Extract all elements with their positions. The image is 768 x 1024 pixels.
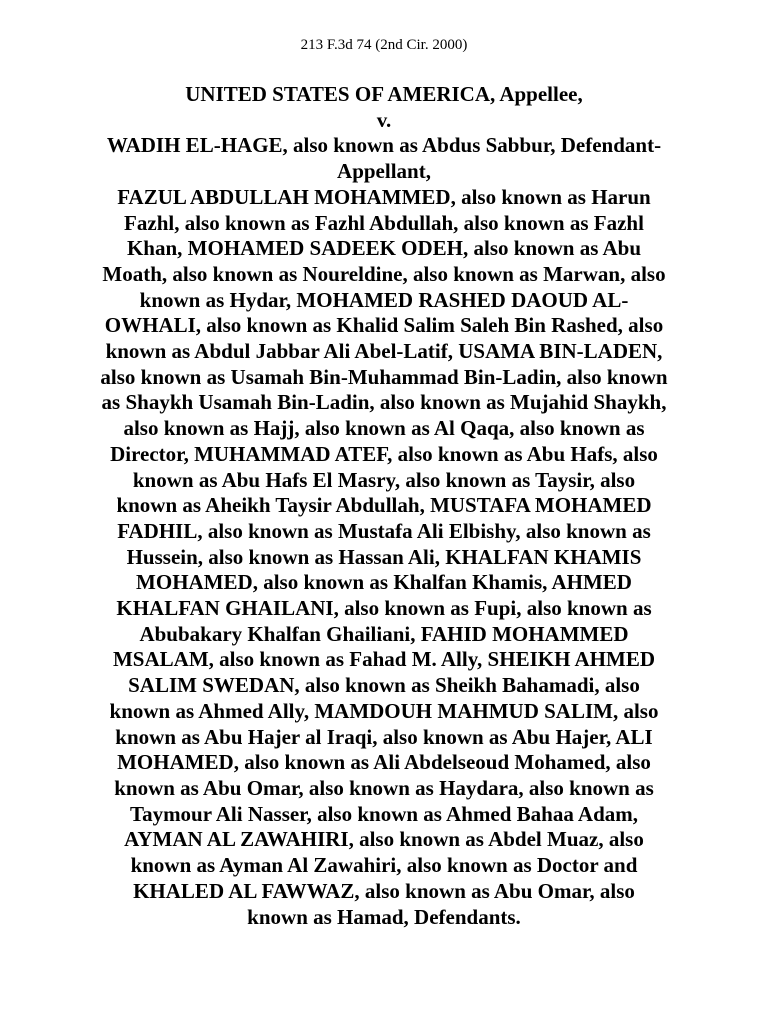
caption-line: MOHAMED, also known as Ali Abdelseoud Mohamed, also <box>117 750 651 775</box>
caption-line: Appellant, <box>337 159 431 184</box>
caption-line: Fazhl, also known as Fazhl Abdullah, also known as Fazhl <box>124 210 644 235</box>
caption-line: Hussein, also known as Hassan Ali, KHALFAN KHAMIS <box>126 544 642 569</box>
caption-line: known as Ayman Al Zawahiri, also known as Doctor and <box>130 853 638 878</box>
caption-line: as Shaykh Usamah Bin-Ladin, also known as Mujahid Shaykh, <box>101 390 667 415</box>
caption-line: FAZUL ABDULLAH MOHAMMED, also known as Harun <box>117 184 651 209</box>
caption-line: also known as Hajj, also known as Al Qaqa, also known as <box>123 416 645 441</box>
caption-line: known as Aheikh Taysir Abdullah, MUSTAFA MOHAMED <box>116 493 652 518</box>
caption-line: AYMAN AL ZAWAHIRI, also known as Abdel Muaz, also <box>124 827 644 852</box>
caption-line: known as Abu Hajer al Iraqi, also known as Abu Hajer, ALI <box>115 724 653 749</box>
caption-line: MOHAMED, also known as Khalfan Khamis, AHMED <box>136 570 632 595</box>
caption-line: Khan, MOHAMED SADEEK ODEH, also known as Abu <box>126 236 642 261</box>
caption-line: known as Abdul Jabbar Ali Abel-Latif, USAMA BIN-LADEN, <box>105 339 663 364</box>
caption-line: v. <box>376 107 392 132</box>
caption-line: known as Hamad, Defendants. <box>247 904 521 929</box>
caption-line: known as Abu Hafs El Masry, also known as Taysir, also <box>132 467 636 492</box>
caption-line: Taymour Ali Nasser, also known as Ahmed Bahaa Adam, <box>129 801 639 826</box>
case-caption <box>30 82 738 930</box>
caption-line: known as Hydar, MOHAMED RASHED DAOUD AL- <box>139 287 629 312</box>
caption-line: UNITED STATES OF AMERICA, Appellee, <box>185 82 583 106</box>
case-citation: 213 F.3d 74 (2nd Cir. 2000) <box>300 37 468 53</box>
caption-line: WADIH EL-HAGE, also known as Abdus Sabbur, Defendant- <box>106 133 662 158</box>
caption-line: Director, MUHAMMAD ATEF, also known as Abu Hafs, also <box>110 441 658 466</box>
caption-line: KHALED AL FAWWAZ, also known as Abu Omar, also <box>133 878 635 903</box>
caption-line: known as Ahmed Ally, MAMDOUH MAHMUD SALIM, also <box>109 698 659 723</box>
caption-line: FADHIL, also known as Mustafa Ali Elbishy, also known as <box>117 518 651 543</box>
caption-line: MSALAM, also known as Fahad M. Ally, SHEIKH AHMED <box>112 647 655 672</box>
caption-line: KHALFAN GHAILANI, also known as Fupi, also known as <box>116 596 652 621</box>
caption-line: Moath, also known as Noureldine, also known as Marwan, also <box>102 261 666 286</box>
caption-line: Abubakary Khalfan Ghailiani, FAHID MOHAMMED <box>139 621 629 646</box>
caption-line: SALIM SWEDAN, also known as Sheikh Bahamadi, also <box>128 673 640 698</box>
caption-line: also known as Usamah Bin-Muhammad Bin-Ladin, also known <box>100 364 668 389</box>
caption-line: known as Abu Omar, also known as Haydara, also known as <box>114 775 654 800</box>
caption-line: OWHALI, also known as Khalid Salim Saleh Bin Rashed, also <box>104 313 664 338</box>
